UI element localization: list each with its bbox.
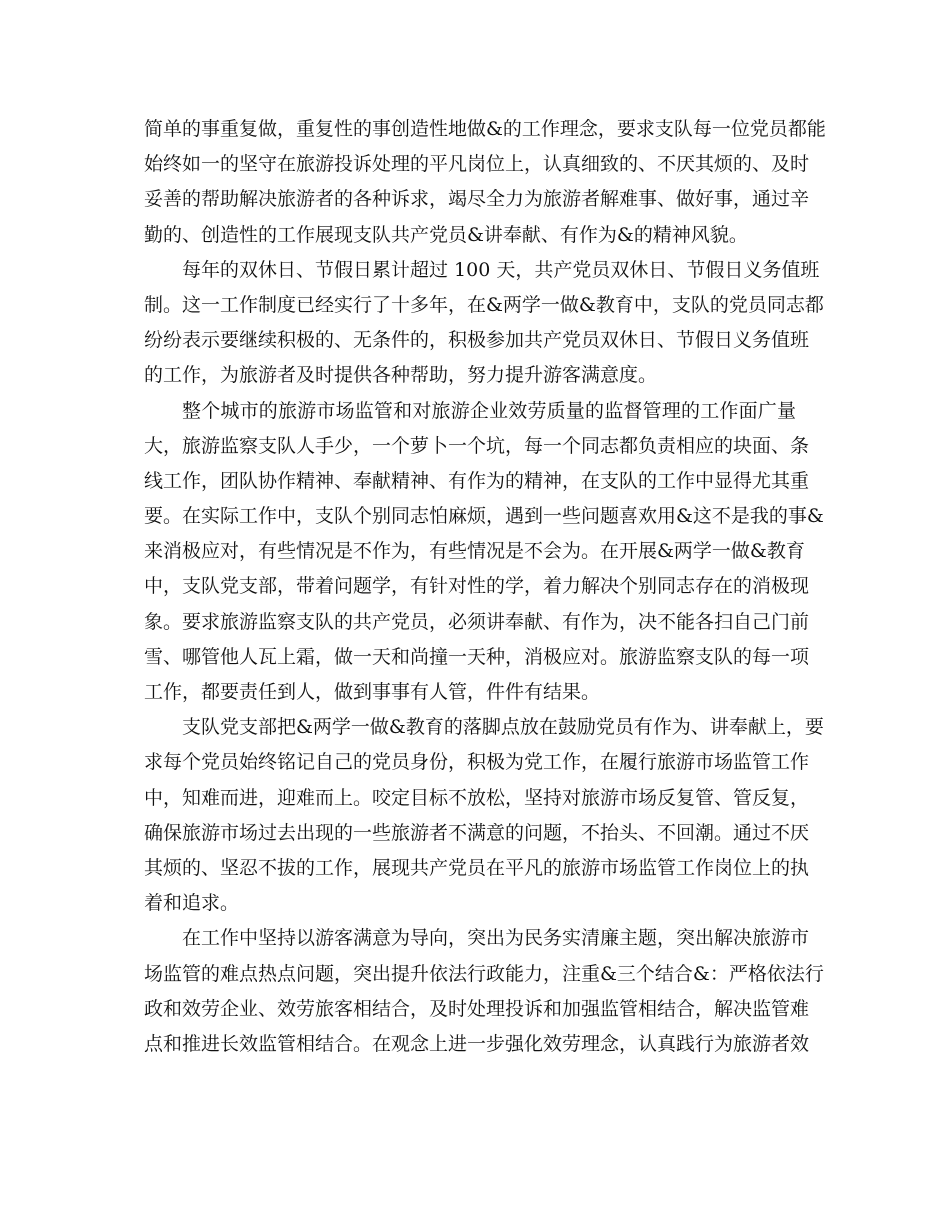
text-line: 每年的双休日、节假日累计超过 100 天，共产党员双休日、节假日义务值班 [182,258,820,281]
text-line: 着和追求。 [144,892,240,915]
text-line: 妥善的帮助解决旅游者的各种诉求，竭尽全力为旅游者解难事、做好事，通过辛 [144,188,810,211]
text-line: 工作，都要责任到人，做到事事有人管，件件有结果。 [144,681,601,703]
text-line: 点和推进长效监管相结合。在观念上进一步强化效劳理念，认真践行为旅游者效 [144,1032,810,1055]
text-line: 整个城市的旅游市场监管和对旅游企业效劳质量的监督管理的工作面广量 [182,399,796,422]
text-line: 政和效劳企业、效劳旅客相结合，及时处理投诉和加强监管相结合，解决监管难 [144,997,810,1020]
text-line: 勤的、创造性的工作展现支队共产党员&讲奉献、有作为&的精神风貌。 [144,223,748,246]
paragraph-4 [144,710,824,921]
text-line: 大，旅游监察支队人手少，一个萝卜一个坑，每一个同志都负责相应的块面、条 [144,434,810,457]
paragraph-5 [144,921,824,1062]
text-line: 确保旅游市场过去出现的一些旅游者不满意的问题，不抬头、不回潮。通过不厌 [144,821,810,844]
text-line: 场监管的难点热点问题，突出提升依法行政能力，注重&三个结合&：严格依法行 [144,962,824,985]
text-line: 中，支队党支部，带着问题学，有针对性的学，着力解决个别同志存在的消极现 [144,575,810,598]
paragraph-3 [144,394,824,711]
text-line: 支队党支部把&两学一做&教育的落脚点放在鼓励党员有作为、讲奉献上，要 [182,716,824,739]
text-line: 其烦的、坚忍不拔的工作，展现共产党员在平凡的旅游市场监管工作岗位上的执 [144,856,810,879]
text-line: 要。在实际工作中，支队个别同志怕麻烦，遇到一些问题喜欢用&这不是我的事& [144,505,824,528]
text-line: 简单的事重复做，重复性的事创造性地做&的工作理念，要求支队每一位党员都能 [144,118,826,140]
paragraph-1 [144,112,826,253]
text-line: 制。这一工作制度已经实行了十多年，在&两学一做&教育中，支队的党员同志都 [144,293,824,316]
text-line: 中，知难而进，迎难而上。咬定目标不放松，坚持对旅游市场反复管、管反复， [144,786,810,809]
text-line: 来消极应对，有些情况是不作为，有些情况是不会为。在开展&两学一做&教育 [144,540,805,563]
document-body [144,112,826,1062]
text-line: 象。要求旅游监察支队的共产党员，必须讲奉献、有作为，决不能各扫自己门前 [144,610,810,633]
text-line: 纷纷表示要继续积极的、无条件的，积极参加共产党员双休日、节假日义务值班 [144,329,810,352]
text-line: 雪、哪管他人瓦上霜，做一天和尚撞一天种，消极应对。旅游监察支队的每一项 [144,645,810,668]
text-line: 始终如一的坚守在旅游投诉处理的平凡岗位上，认真细致的、不厌其烦的、及时 [144,153,810,176]
text-line: 的工作，为旅游者及时提供各种帮助，努力提升游客满意度。 [144,364,658,387]
text-line: 线工作，团队协作精神、奉献精神、有作为的精神，在支队的工作中显得尤其重 [144,469,810,492]
text-line: 求每个党员始终铭记自己的党员身份，积极为党工作，在履行旅游市场监管工作 [144,751,810,774]
paragraph-2 [144,253,824,394]
text-line: 在工作中坚持以游客满意为导向，突出为民务实清廉主题，突出解决旅游市 [182,927,810,950]
